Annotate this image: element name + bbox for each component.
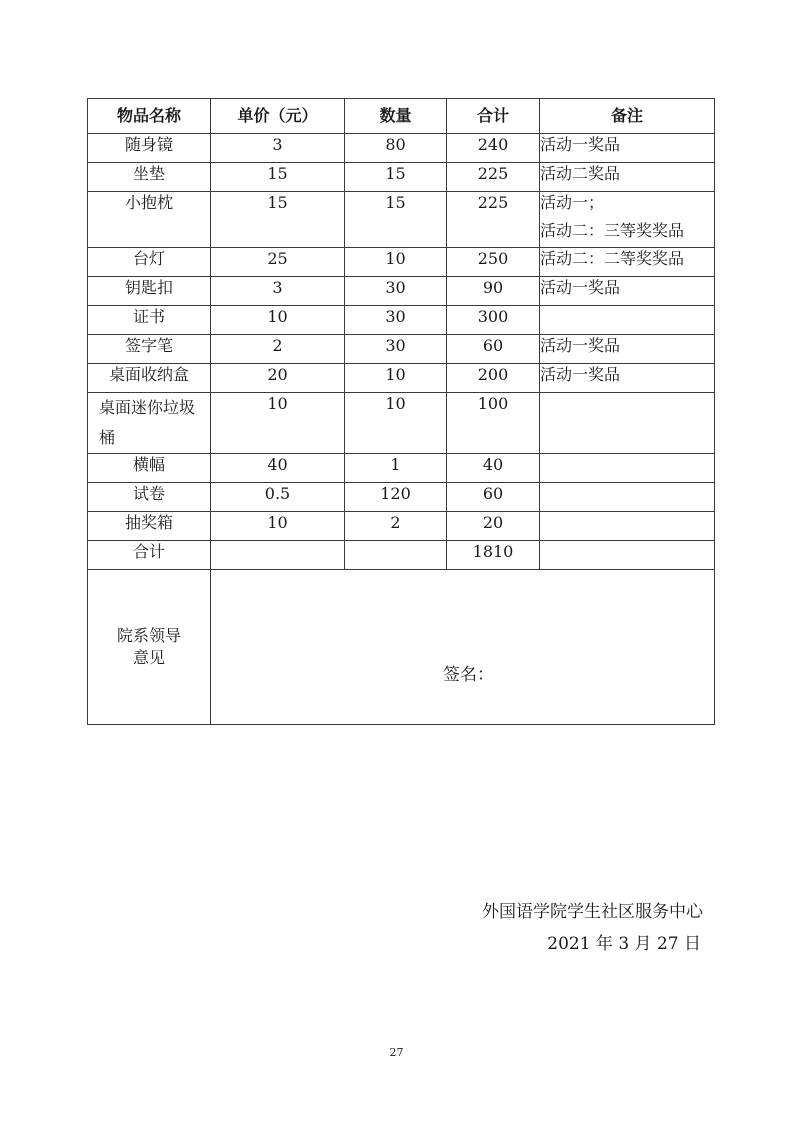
- quantity: 120: [345, 483, 447, 512]
- row-total: 200: [447, 364, 540, 393]
- document-date: 2021 年 3 月 27 日: [547, 934, 701, 954]
- row-total: 20: [447, 512, 540, 541]
- table-row: [88, 306, 715, 335]
- unit-price: 3: [211, 134, 345, 163]
- quantity: 15: [345, 163, 447, 192]
- remark-line: 活动一奖品: [540, 336, 621, 355]
- row-total: 40: [447, 454, 540, 483]
- item-name: [88, 393, 211, 454]
- quantity: 10: [345, 393, 447, 454]
- table-row: [88, 192, 715, 248]
- quantity: 30: [345, 306, 447, 335]
- unit-price: 0.5: [211, 483, 345, 512]
- remark-line: 活动一；: [540, 193, 605, 212]
- leader-opinion-text: 院系领导意见: [116, 626, 181, 667]
- header-unit-price: 单价（元）: [211, 99, 345, 134]
- remark-line: 活动一奖品: [540, 278, 621, 297]
- remark-line: 活动二：三等奖奖品: [540, 221, 685, 240]
- page-number: 27: [389, 1046, 404, 1059]
- remarks: [540, 277, 715, 306]
- leader-opinion-area[interactable]: [211, 570, 715, 725]
- remark-line: 活动二奖品: [540, 164, 621, 183]
- unit-price: 2: [211, 335, 345, 364]
- row-total: 60: [447, 335, 540, 364]
- table-header-row: [88, 99, 715, 134]
- row-total: 100: [447, 393, 540, 454]
- quantity: 30: [345, 277, 447, 306]
- remark-line: 活动一奖品: [540, 365, 621, 384]
- remark-line: 活动二：二等奖奖品: [540, 249, 685, 268]
- remarks: [540, 393, 715, 454]
- table-row: [88, 512, 715, 541]
- remarks: [540, 306, 715, 335]
- unit-price: 3: [211, 277, 345, 306]
- header-quantity: 数量: [345, 99, 447, 134]
- item-table: [87, 98, 715, 725]
- unit-price: 10: [211, 512, 345, 541]
- header-remarks: 备注: [540, 99, 715, 134]
- table-row: [88, 483, 715, 512]
- table-row: [88, 364, 715, 393]
- quantity: 30: [345, 335, 447, 364]
- sum-label: 合计: [88, 541, 211, 570]
- row-total: 225: [447, 163, 540, 192]
- remarks: [540, 483, 715, 512]
- item-name: 坐垫: [88, 163, 211, 192]
- row-total: 300: [447, 306, 540, 335]
- remarks: [540, 364, 715, 393]
- item-name: 试卷: [88, 483, 211, 512]
- unit-price: 25: [211, 248, 345, 277]
- unit-price: 20: [211, 364, 345, 393]
- row-total: 90: [447, 277, 540, 306]
- unit-price: 40: [211, 454, 345, 483]
- header-total: 合计: [447, 99, 540, 134]
- table-row: [88, 134, 715, 163]
- item-name: 横幅: [88, 454, 211, 483]
- item-name: 钥匙扣: [88, 277, 211, 306]
- sum-total: 1810: [447, 541, 540, 570]
- remarks: [540, 454, 715, 483]
- item-name: 签字笔: [88, 335, 211, 364]
- sum-empty-note: [540, 541, 715, 570]
- item-name-text: 桌面迷你垃圾桶: [99, 398, 196, 447]
- quantity: 1: [345, 454, 447, 483]
- item-name: 小抱枕: [88, 192, 211, 248]
- item-name: 随身镜: [88, 134, 211, 163]
- table-row: [88, 335, 715, 364]
- remarks: [540, 163, 715, 192]
- table-row: [88, 277, 715, 306]
- remarks: [540, 335, 715, 364]
- quantity: 2: [345, 512, 447, 541]
- sum-empty-qty: [345, 541, 447, 570]
- remarks: [540, 192, 715, 248]
- row-total: 250: [447, 248, 540, 277]
- table-row: [88, 454, 715, 483]
- header-item-name: 物品名称: [88, 99, 211, 134]
- sum-empty-price: [211, 541, 345, 570]
- row-total: 225: [447, 192, 540, 248]
- remarks: [540, 512, 715, 541]
- remarks: [540, 248, 715, 277]
- sum-row: [88, 541, 715, 570]
- quantity: 15: [345, 192, 447, 248]
- item-name: 抽奖箱: [88, 512, 211, 541]
- quantity: 10: [345, 364, 447, 393]
- unit-price: 15: [211, 163, 345, 192]
- unit-price: 10: [211, 393, 345, 454]
- table-row: [88, 163, 715, 192]
- item-name: 桌面收纳盒: [88, 364, 211, 393]
- row-total: 240: [447, 134, 540, 163]
- item-name: 证书: [88, 306, 211, 335]
- table-row: [88, 248, 715, 277]
- quantity: 80: [345, 134, 447, 163]
- remarks: [540, 134, 715, 163]
- organization-name: 外国语学院学生社区服务中心: [482, 902, 703, 922]
- signature-label: 签名：: [443, 665, 494, 685]
- table-row: [88, 393, 715, 454]
- leader-opinion-label: [88, 570, 211, 725]
- item-name: 台灯: [88, 248, 211, 277]
- row-total: 60: [447, 483, 540, 512]
- remark-line: 活动一奖品: [540, 135, 621, 154]
- unit-price: 10: [211, 306, 345, 335]
- quantity: 10: [345, 248, 447, 277]
- unit-price: 15: [211, 192, 345, 248]
- leader-opinion-row: [88, 570, 715, 725]
